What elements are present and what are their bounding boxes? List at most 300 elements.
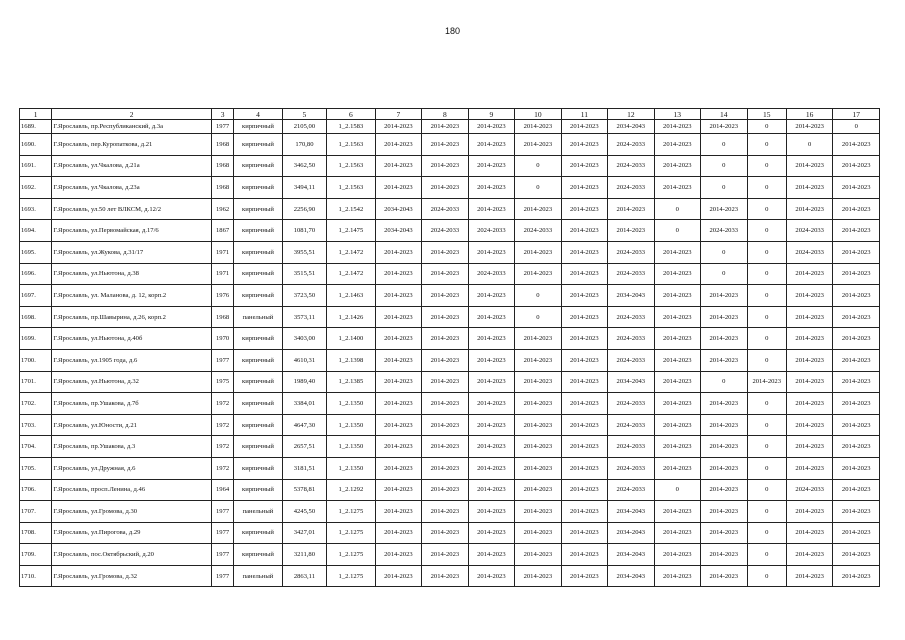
table-cell: 1_2.1398: [327, 349, 376, 371]
table-cell: 2014-2023: [468, 198, 514, 220]
table-cell: 2014-2023: [422, 522, 468, 544]
table-cell: 2014-2023: [375, 479, 421, 501]
table-cell: 2034-2043: [375, 198, 421, 220]
table-cell: 2014-2023: [375, 501, 421, 523]
table-cell: 2014-2023: [468, 155, 514, 177]
table-cell: 1977: [211, 565, 233, 587]
table-cell: 0: [747, 479, 786, 501]
table-row: [20, 457, 880, 479]
table-cell: панельный: [234, 306, 283, 328]
table-cell: 2014-2023: [786, 393, 832, 415]
table-row: [20, 328, 880, 350]
table-cell: 2105,00: [282, 120, 326, 134]
table-cell: 2014-2023: [833, 328, 880, 350]
table-cell: 2014-2023: [375, 393, 421, 415]
table-cell: 2024-2033: [608, 393, 654, 415]
table-cell: 2024-2033: [786, 220, 832, 242]
table-cell: 0: [747, 349, 786, 371]
table-cell: 2034-2043: [608, 371, 654, 393]
row-number-cell: 1694.: [20, 220, 52, 242]
table-cell: 2014-2023: [561, 285, 607, 307]
table-cell: 1968: [211, 306, 233, 328]
table-cell: 3723,50: [282, 285, 326, 307]
table-row: [20, 349, 880, 371]
table-cell: 2014-2023: [515, 263, 561, 285]
row-number-cell: 1692.: [20, 177, 52, 199]
table-cell: 2014-2023: [561, 436, 607, 458]
table-cell: 2014-2023: [422, 479, 468, 501]
table-cell: 2014-2023: [833, 393, 880, 415]
table-cell: 1081,70: [282, 220, 326, 242]
table-cell: 2014-2023: [561, 479, 607, 501]
table-cell: 2014-2023: [422, 120, 468, 134]
table-cell: 2024-2033: [468, 220, 514, 242]
table-cell: кирпичный: [234, 479, 283, 501]
table-cell: кирпичный: [234, 522, 283, 544]
table-cell: 1972: [211, 436, 233, 458]
table-cell: кирпичный: [234, 414, 283, 436]
table-cell: 2014-2023: [786, 544, 832, 566]
table-cell: 2014-2023: [422, 349, 468, 371]
table-cell: 0: [701, 177, 747, 199]
table-cell: 2014-2023: [561, 349, 607, 371]
table-cell: 2014-2023: [701, 120, 747, 134]
table-cell: 2024-2033: [608, 263, 654, 285]
table-cell: 2014-2023: [375, 371, 421, 393]
table-cell: 2657,51: [282, 436, 326, 458]
table-cell: 2014-2023: [786, 328, 832, 350]
table-cell: 1_2.1426: [327, 306, 376, 328]
table-cell: 1971: [211, 263, 233, 285]
table-row: [20, 479, 880, 501]
table-cell: 2014-2023: [515, 522, 561, 544]
table-cell: 2014-2023: [561, 120, 607, 134]
table-cell: 2024-2033: [422, 220, 468, 242]
column-header-12: 12: [608, 109, 654, 120]
address-cell: Г.Ярославль, ул.Дружная, д.6: [52, 457, 212, 479]
row-number-cell: 1701.: [20, 371, 52, 393]
table-cell: кирпичный: [234, 349, 283, 371]
table-cell: 0: [747, 565, 786, 587]
address-cell: Г.Ярославль, пр.Республиканский, д.3а: [52, 120, 212, 134]
table-cell: 1_2.1563: [327, 177, 376, 199]
table-cell: 2014-2023: [468, 436, 514, 458]
table-cell: 2014-2023: [701, 501, 747, 523]
table-cell: 2014-2023: [375, 349, 421, 371]
address-cell: Г.Ярославль, ул. Маланова, д. 12, корп.2: [52, 285, 212, 307]
table-cell: 2014-2023: [468, 328, 514, 350]
table-cell: кирпичный: [234, 241, 283, 263]
table-cell: 2014-2023: [833, 565, 880, 587]
table-cell: кирпичный: [234, 177, 283, 199]
table-cell: 2014-2023: [375, 565, 421, 587]
table-row: [20, 241, 880, 263]
table-cell: 2024-2033: [608, 479, 654, 501]
table-cell: 2014-2023: [561, 241, 607, 263]
table-cell: 0: [701, 155, 747, 177]
housing-registry-table: [19, 108, 880, 587]
table-cell: 1977: [211, 544, 233, 566]
table-cell: 2014-2023: [561, 371, 607, 393]
table-cell: 2014-2023: [561, 134, 607, 156]
row-number-cell: 1710.: [20, 565, 52, 587]
table-cell: кирпичный: [234, 457, 283, 479]
table-cell: 0: [747, 263, 786, 285]
table-cell: 1977: [211, 501, 233, 523]
table-cell: 1_2.1542: [327, 198, 376, 220]
table-cell: 4647,30: [282, 414, 326, 436]
table-cell: 2014-2023: [375, 134, 421, 156]
table-cell: 2024-2033: [608, 155, 654, 177]
row-number-cell: 1697.: [20, 285, 52, 307]
table-cell: 1976: [211, 285, 233, 307]
table-cell: панельный: [234, 565, 283, 587]
table-cell: 1977: [211, 120, 233, 134]
table-cell: 2014-2023: [561, 565, 607, 587]
table-cell: 2024-2033: [515, 220, 561, 242]
table-cell: 1_2.1350: [327, 414, 376, 436]
table-cell: 1_2.1583: [327, 120, 376, 134]
address-cell: Г.Ярославль, ул.Пирогова, д.29: [52, 522, 212, 544]
table-cell: 2024-2033: [608, 414, 654, 436]
table-cell: 2034-2043: [375, 220, 421, 242]
table-cell: 2014-2023: [561, 544, 607, 566]
table-row: [20, 522, 880, 544]
table-cell: кирпичный: [234, 155, 283, 177]
table-cell: 2024-2033: [608, 177, 654, 199]
table-cell: 2014-2023: [786, 501, 832, 523]
table-cell: 2024-2033: [608, 134, 654, 156]
table-cell: 2863,11: [282, 565, 326, 587]
table-cell: 2014-2023: [515, 198, 561, 220]
table-cell: 2014-2023: [561, 177, 607, 199]
table-row: [20, 414, 880, 436]
address-cell: Г.Ярославль, ул.Громова, д.30: [52, 501, 212, 523]
table-cell: 3515,51: [282, 263, 326, 285]
row-number-cell: 1707.: [20, 501, 52, 523]
table-cell: 2014-2023: [701, 565, 747, 587]
table-cell: 2014-2023: [654, 457, 700, 479]
table-cell: 2014-2023: [701, 306, 747, 328]
address-cell: Г.Ярославль, ул.Ньютона, д.38: [52, 263, 212, 285]
table-cell: 2014-2023: [654, 177, 700, 199]
table-cell: 2014-2023: [375, 522, 421, 544]
table-cell: 1_2.1475: [327, 220, 376, 242]
table-cell: 1_2.1400: [327, 328, 376, 350]
table-cell: кирпичный: [234, 544, 283, 566]
address-cell: Г.Ярославль, пер.Куропаткова, д.21: [52, 134, 212, 156]
table-cell: 1_2.1385: [327, 371, 376, 393]
table-cell: 2014-2023: [515, 544, 561, 566]
column-header-15: 15: [747, 109, 786, 120]
table-cell: 3573,11: [282, 306, 326, 328]
table-cell: 2014-2023: [422, 414, 468, 436]
table-cell: кирпичный: [234, 285, 283, 307]
table-cell: 2024-2033: [608, 436, 654, 458]
table-cell: 2014-2023: [701, 457, 747, 479]
table-cell: 2014-2023: [422, 134, 468, 156]
address-cell: Г.Ярославль, пос.Октябрьский, д.20: [52, 544, 212, 566]
table-cell: 2014-2023: [422, 328, 468, 350]
row-number-cell: 1709.: [20, 544, 52, 566]
table-cell: 2014-2023: [654, 306, 700, 328]
table-cell: 2014-2023: [422, 177, 468, 199]
column-header-14: 14: [701, 109, 747, 120]
table-cell: 2014-2023: [833, 155, 880, 177]
table-cell: 1_2.1275: [327, 544, 376, 566]
table-cell: 2014-2023: [654, 120, 700, 134]
address-cell: Г.Ярославль, ул.Юности, д.21: [52, 414, 212, 436]
table-cell: 3462,50: [282, 155, 326, 177]
table-cell: 1968: [211, 177, 233, 199]
page-number: 180: [444, 26, 461, 36]
table-cell: 1_2.1275: [327, 565, 376, 587]
table-cell: 2014-2023: [468, 544, 514, 566]
table-cell: 0: [654, 198, 700, 220]
column-header-17: 17: [833, 109, 880, 120]
table-cell: 2014-2023: [422, 544, 468, 566]
table-cell: 2014-2023: [833, 285, 880, 307]
table-cell: 1972: [211, 393, 233, 415]
table-row: [20, 306, 880, 328]
table-row: [20, 120, 880, 134]
table-cell: 2014-2023: [654, 393, 700, 415]
table-row: [20, 177, 880, 199]
table-cell: 2014-2023: [375, 544, 421, 566]
table-row: [20, 263, 880, 285]
table-cell: 2014-2023: [422, 263, 468, 285]
table-cell: 2014-2023: [422, 371, 468, 393]
column-header-1: 1: [20, 109, 52, 120]
address-cell: Г.Ярославль, ул.Ньютона, д.32: [52, 371, 212, 393]
table-cell: 2014-2023: [561, 414, 607, 436]
table-cell: 2014-2023: [654, 328, 700, 350]
address-cell: Г.Ярославль, ул.50 лет ВЛКСМ, д.12/2: [52, 198, 212, 220]
table-cell: 2014-2023: [422, 501, 468, 523]
table-cell: 0: [747, 501, 786, 523]
table-cell: 2014-2023: [422, 285, 468, 307]
address-cell: Г.Ярославль, просп.Ленина, д.46: [52, 479, 212, 501]
table-cell: 2014-2023: [515, 134, 561, 156]
table-cell: 2014-2023: [375, 306, 421, 328]
row-number-cell: 1698.: [20, 306, 52, 328]
table-cell: 2014-2023: [468, 479, 514, 501]
table-cell: 2014-2023: [833, 479, 880, 501]
row-number-cell: 1693.: [20, 198, 52, 220]
table-cell: 1867: [211, 220, 233, 242]
table-cell: 0: [747, 220, 786, 242]
table-header: [20, 109, 880, 120]
table-cell: 0: [747, 457, 786, 479]
row-number-cell: 1705.: [20, 457, 52, 479]
column-header-11: 11: [561, 109, 607, 120]
table-cell: 2014-2023: [654, 501, 700, 523]
table-cell: 2014-2023: [786, 436, 832, 458]
table-cell: 2014-2023: [786, 414, 832, 436]
table-cell: 2024-2033: [786, 241, 832, 263]
table-cell: 3211,80: [282, 544, 326, 566]
table-cell: 2256,90: [282, 198, 326, 220]
column-header-16: 16: [786, 109, 832, 120]
row-number-cell: 1699.: [20, 328, 52, 350]
table-cell: 2014-2023: [701, 436, 747, 458]
table-cell: 2014-2023: [468, 501, 514, 523]
table-cell: 2014-2023: [654, 349, 700, 371]
table-cell: 2024-2033: [608, 328, 654, 350]
table-cell: 2014-2023: [468, 457, 514, 479]
table-cell: 0: [747, 120, 786, 134]
table-cell: 0: [747, 285, 786, 307]
table-row: [20, 544, 880, 566]
table-cell: 2014-2023: [515, 241, 561, 263]
table-cell: 0: [747, 306, 786, 328]
table-cell: 2014-2023: [701, 198, 747, 220]
table-cell: 2014-2023: [833, 177, 880, 199]
table-cell: 2014-2023: [561, 220, 607, 242]
row-number-cell: 1704.: [20, 436, 52, 458]
table-row: [20, 285, 880, 307]
table-cell: кирпичный: [234, 263, 283, 285]
table-cell: 2034-2043: [608, 501, 654, 523]
table-cell: 0: [747, 328, 786, 350]
table-cell: 2014-2023: [468, 120, 514, 134]
column-header-8: 8: [422, 109, 468, 120]
table-cell: 1972: [211, 414, 233, 436]
table-cell: 1_2.1463: [327, 285, 376, 307]
table-cell: 2034-2043: [608, 285, 654, 307]
table-cell: 2014-2023: [561, 522, 607, 544]
address-cell: Г.Ярославль, ул.Чкалова, д.21а: [52, 155, 212, 177]
table-cell: 0: [747, 393, 786, 415]
table-cell: 2014-2023: [833, 436, 880, 458]
table-cell: 0: [515, 285, 561, 307]
table-cell: 2014-2023: [561, 263, 607, 285]
table-cell: 5378,81: [282, 479, 326, 501]
table-cell: 0: [747, 544, 786, 566]
address-cell: Г.Ярославль, ул.Громова, д.32: [52, 565, 212, 587]
table-cell: 2014-2023: [515, 565, 561, 587]
row-number-cell: 1690.: [20, 134, 52, 156]
table-cell: 2014-2023: [833, 134, 880, 156]
table-cell: панельный: [234, 501, 283, 523]
table-cell: 0: [654, 479, 700, 501]
address-cell: Г.Ярославль, ул.Чкалова, д.23а: [52, 177, 212, 199]
table-row: [20, 134, 880, 156]
table-cell: 0: [747, 241, 786, 263]
table-cell: 0: [515, 177, 561, 199]
table-cell: 2014-2023: [468, 241, 514, 263]
table-cell: 2014-2023: [786, 565, 832, 587]
row-number-cell: 1708.: [20, 522, 52, 544]
table-cell: 2034-2043: [608, 544, 654, 566]
table-row: [20, 198, 880, 220]
table-cell: 2014-2023: [468, 134, 514, 156]
table-row: [20, 436, 880, 458]
table-cell: кирпичный: [234, 371, 283, 393]
table-cell: 2014-2023: [375, 285, 421, 307]
table-cell: 2014-2023: [833, 220, 880, 242]
table-cell: 2034-2043: [608, 120, 654, 134]
table-row: [20, 155, 880, 177]
table-cell: 0: [701, 263, 747, 285]
table-cell: 2024-2033: [422, 198, 468, 220]
table-cell: 0: [747, 177, 786, 199]
table-cell: 2014-2023: [375, 436, 421, 458]
table-cell: 2014-2023: [833, 414, 880, 436]
table-cell: 2014-2023: [786, 155, 832, 177]
table-cell: 2014-2023: [786, 306, 832, 328]
table-cell: 3494,11: [282, 177, 326, 199]
row-number-cell: 1702.: [20, 393, 52, 415]
table-cell: кирпичный: [234, 393, 283, 415]
row-number-cell: 1706.: [20, 479, 52, 501]
column-header-5: 5: [282, 109, 326, 120]
table-cell: 2014-2023: [515, 501, 561, 523]
table-cell: 2014-2023: [515, 414, 561, 436]
table-cell: 2024-2033: [701, 220, 747, 242]
column-header-9: 9: [468, 109, 514, 120]
table-cell: 1968: [211, 134, 233, 156]
table-cell: 2014-2023: [701, 349, 747, 371]
table-cell: 2014-2023: [468, 393, 514, 415]
table-cell: 2014-2023: [786, 285, 832, 307]
table-cell: 2014-2023: [515, 371, 561, 393]
table-cell: 2014-2023: [375, 120, 421, 134]
table-cell: 2014-2023: [701, 544, 747, 566]
column-number-row: [20, 109, 880, 120]
table-cell: 2014-2023: [833, 198, 880, 220]
table-cell: 1977: [211, 349, 233, 371]
table-cell: 3427,01: [282, 522, 326, 544]
table-cell: 2014-2023: [468, 414, 514, 436]
table-cell: 2014-2023: [468, 285, 514, 307]
table-cell: 1_2.1563: [327, 134, 376, 156]
table-cell: 2014-2023: [561, 328, 607, 350]
table-cell: кирпичный: [234, 120, 283, 134]
table-row: [20, 371, 880, 393]
table-cell: 2014-2023: [654, 414, 700, 436]
table-cell: 2014-2023: [422, 457, 468, 479]
table-cell: 0: [747, 436, 786, 458]
table-cell: 2034-2043: [608, 565, 654, 587]
table-cell: 2014-2023: [468, 565, 514, 587]
table-cell: 3955,51: [282, 241, 326, 263]
table-cell: 1972: [211, 457, 233, 479]
table-cell: 3384,01: [282, 393, 326, 415]
table-cell: 1_2.1275: [327, 501, 376, 523]
table-cell: 1971: [211, 241, 233, 263]
table-cell: 2014-2023: [701, 285, 747, 307]
table-cell: кирпичный: [234, 134, 283, 156]
table-cell: 2024-2033: [608, 306, 654, 328]
table-cell: 2014-2023: [468, 371, 514, 393]
table-cell: 1962: [211, 198, 233, 220]
table-cell: 0: [701, 134, 747, 156]
table-cell: 2014-2023: [833, 501, 880, 523]
table-cell: 2014-2023: [561, 393, 607, 415]
table-cell: 2014-2023: [786, 120, 832, 134]
row-number-cell: 1700.: [20, 349, 52, 371]
table-cell: 2014-2023: [422, 306, 468, 328]
table-cell: 2014-2023: [701, 393, 747, 415]
table-cell: 2014-2023: [786, 349, 832, 371]
table-cell: 2014-2023: [786, 457, 832, 479]
table-cell: 2014-2023: [654, 436, 700, 458]
table-cell: 1989,40: [282, 371, 326, 393]
table-cell: 2014-2023: [515, 328, 561, 350]
table-cell: 1_2.1472: [327, 241, 376, 263]
table-cell: 1_2.1563: [327, 155, 376, 177]
